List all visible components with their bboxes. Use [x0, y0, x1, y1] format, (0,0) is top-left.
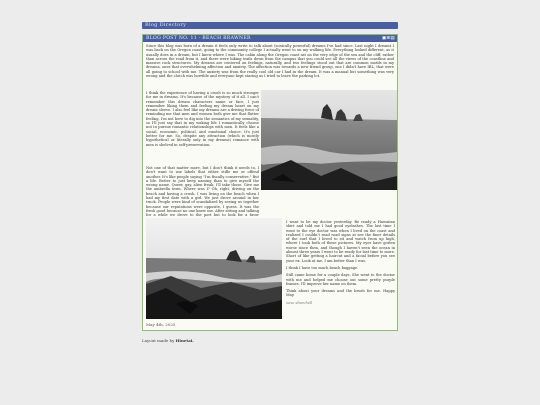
post-paragraph: I want to be my doctor yesterday. Be ready a Hawaiian shirt and told me I had good eyelashes. The last time I went to the eye doctor was when I lived on the coast and realized I couldn't read road signs at see the finer details of the surf that I loved to sit and watch from up high, where I took both of these pictures. My eyes have gotten worse since then, and though I haven't seen the ocean in almost three years I went to be ready for last time to more. Short of like getting a haircut and a facial before you see your ex. Look at me, I am better than I was. — [286, 220, 395, 263]
window-controls-icon[interactable]: ▣⊞▤ — [381, 36, 395, 41]
credit-author-link[interactable]: Hinetai. — [175, 338, 194, 343]
coast-photo-bottom — [146, 218, 282, 319]
blog-header-bar[interactable] — [142, 22, 398, 29]
coast-photo-top-image — [261, 90, 397, 190]
post-intro: Since this blog was born of a dream it feels only write to talk about (sonically powerful) dreams I've had since. Last night I dreamt I was back on the Oregon coast, going to the community college I actually went to on my walking life. Everything looked different, as it usually does in a dream, but I knew where I was. The cabin along the Oregon coast sat on the very edge of the sea and the cliff, rather than across the road from it, and there were hiking trails down from the campus that you could see all the views of the coastline and massive rock structures. My dreams are centered on feelings, naturally, and two feelings stood out that are common motifs in my dreams, ones that overwhelming affection and anxiety. The affection was towards a new friend group, one I didn't have IRL, that were all going to school with me. The anxiety was from the really cool old car I had in the dream. It was a manual but something was very wrong and the clutch was horrible and everyone kept staring as I tried to leave the parking lot. — [146, 44, 394, 79]
post-signoff: xoxo sharchell — [286, 300, 313, 305]
post-paragraph-group — [286, 220, 395, 315]
credit-prefix: Layout made by — [142, 338, 175, 343]
layout-credit — [142, 338, 194, 343]
blog-post — [142, 34, 398, 331]
coast-photo-top — [261, 90, 397, 190]
post-paragraph: Think about your dreams and the brush for me. Happy May. — [286, 289, 395, 298]
post-paragraph: Not one of that matter more, but I don't think it needs to, I don't want to use labels that either stifle me or offend another. It's like people saying "I'm fiscally conservative." But a life. Better to just keep naming than to give myself the wrong name. Queer, gay, alien freak, I'll take those. Give me the umbrella term. Where was I? Oh, right, driving on the beach and having a crush. I was living on the beach when I had my first date with a girl. We just drove around in her truck. People were kind of scandalized by seeing us together because our reputations were opposite, I guess. It was the fresh good because no one knew me. After sitting and talking for a while we drove to the port but to look for a favor — [146, 166, 259, 218]
post-paragraph: I think I have too much beach baggage. — [286, 265, 359, 270]
post-title-bar — [143, 35, 397, 42]
post-title: BLOG POST NO. 11 - BEACH BRAWNER — [146, 36, 251, 41]
coast-photo-bottom-image — [146, 218, 282, 319]
post-paragraph: Still came home for a couple days. She went to the doctor with me and helped me choose out some pretty purple frames. I'll improve her name on them. — [286, 273, 395, 286]
site-title[interactable]: Blog Directory — [145, 22, 187, 28]
post-paragraph: I think the experience of having a crush is so much stronger for me in dreams. It's because of the mystery of it all. I can't remember this dream characters name or face, I just remember liking them and feeling my dream heart on my dream sleeve. I also feel like my dreams are a driving force of reminding me that men and women both give me that flutter feeling. I'm not here to dig into the semantics of my sexuality, so I'll just say that in my waking life I romantically choose not to pursue romantic relationships with men. It feels like a social, economic, political, and emotional choice. It's just better for me. So, despite any attraction (which is mostly hypothetical or literally only in my dreams) romance with men is shelved in self-preservation. — [146, 91, 259, 147]
post-date: May 4th, 2025 — [146, 322, 176, 327]
